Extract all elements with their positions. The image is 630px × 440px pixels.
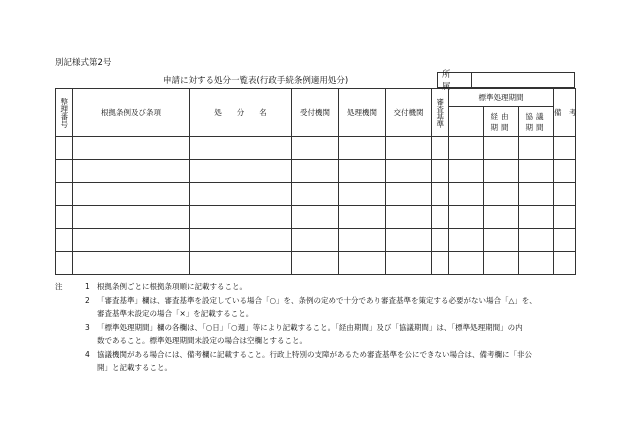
table-cell[interactable]: [386, 137, 432, 160]
table-cell[interactable]: [519, 183, 554, 206]
table-cell[interactable]: [519, 206, 554, 229]
note-continuation: 開」と記載すること。: [97, 363, 172, 372]
col-konkyo: 根拠条例及び条項: [73, 89, 190, 137]
table-cell[interactable]: [519, 252, 554, 275]
table-cell[interactable]: [56, 252, 73, 275]
table-cell[interactable]: [386, 183, 432, 206]
shozoku-label: 所 属: [438, 73, 472, 87]
table-row: [56, 252, 576, 275]
table-row: [56, 206, 576, 229]
table-cell[interactable]: [73, 206, 190, 229]
table-cell[interactable]: [449, 183, 484, 206]
table-cell[interactable]: [449, 229, 484, 252]
note-prefix: 注: [55, 282, 63, 291]
table-cell[interactable]: [339, 229, 386, 252]
table-cell[interactable]: [73, 183, 190, 206]
table-row: [56, 229, 576, 252]
note-text: 協議機関がある場合には、備考欄に記載すること。行政上特別の支障があるため審査基準を公にできない場合は、備考欄に「非公: [97, 349, 532, 359]
shozoku-value-field[interactable]: [472, 73, 574, 87]
col-shobun-mei: 処 分 名: [190, 89, 292, 137]
table-cell[interactable]: [386, 252, 432, 275]
table-cell[interactable]: [432, 206, 449, 229]
note-number: 1: [85, 282, 90, 291]
note-text: 「標準処理期間」欄の各欄は、「○日」「○週」等により記載すること。「経由期間」及び「協議期間」は、「標準処理期間」の内: [97, 322, 523, 332]
col-biko: 備 考: [554, 89, 576, 137]
note-item: [55, 348, 585, 362]
table-cell[interactable]: [484, 229, 519, 252]
notes-section: [55, 280, 585, 375]
table-cell[interactable]: [73, 137, 190, 160]
table-cell[interactable]: [449, 137, 484, 160]
form-number: 別記様式第2号: [55, 58, 112, 68]
table-cell[interactable]: [190, 206, 292, 229]
table-cell[interactable]: [449, 160, 484, 183]
table-cell[interactable]: [484, 160, 519, 183]
table-cell[interactable]: [56, 183, 73, 206]
keiyu-line-2: 期間: [490, 122, 512, 132]
table-cell[interactable]: [190, 183, 292, 206]
col-hyojun-kikan: 標準処理期間: [449, 89, 554, 107]
disposition-table: [55, 88, 576, 275]
col-uketsuke: 受付機関: [292, 89, 339, 137]
table-cell[interactable]: [339, 206, 386, 229]
note-item: [55, 321, 585, 335]
table-cell[interactable]: [292, 183, 339, 206]
table-cell[interactable]: [554, 160, 576, 183]
hyojun-blank-cell: [449, 107, 484, 137]
table-cell[interactable]: [190, 229, 292, 252]
table-cell[interactable]: [519, 160, 554, 183]
table-cell[interactable]: [56, 137, 73, 160]
table-cell[interactable]: [554, 137, 576, 160]
table-cell[interactable]: [554, 206, 576, 229]
note-continuation: 審査基準未設定の場合「×」を記載すること。: [97, 309, 254, 318]
table-cell[interactable]: [292, 229, 339, 252]
col-keiyu-kikan: [484, 107, 519, 137]
shinsa-kijun-header: 審査基準: [435, 97, 445, 128]
table-cell[interactable]: [484, 252, 519, 275]
table-cell[interactable]: [292, 137, 339, 160]
table-cell[interactable]: [292, 252, 339, 275]
note-indent: [55, 348, 85, 362]
table-cell[interactable]: [432, 137, 449, 160]
table-cell[interactable]: [449, 206, 484, 229]
table-cell[interactable]: [292, 206, 339, 229]
table-cell[interactable]: [190, 252, 292, 275]
note-text: 根拠条例ごとに根拠条項順に記載すること。: [97, 282, 247, 291]
table-cell[interactable]: [484, 206, 519, 229]
table-cell[interactable]: [432, 160, 449, 183]
table-cell[interactable]: [190, 160, 292, 183]
table-cell[interactable]: [292, 160, 339, 183]
table-cell[interactable]: [386, 229, 432, 252]
table-cell[interactable]: [554, 183, 576, 206]
table-cell[interactable]: [73, 252, 190, 275]
note-number: 2: [85, 295, 90, 305]
table-cell[interactable]: [339, 183, 386, 206]
table-cell[interactable]: [432, 252, 449, 275]
note-item: [55, 294, 585, 308]
keiyu-line-1: 経由: [490, 111, 512, 121]
note-continuation: 数であること。標準処理期間未設定の場合は空欄とすること。: [97, 336, 307, 345]
table-cell[interactable]: [190, 137, 292, 160]
table-cell[interactable]: [339, 252, 386, 275]
table-cell[interactable]: [484, 137, 519, 160]
table-cell[interactable]: [554, 252, 576, 275]
table-cell[interactable]: [484, 183, 519, 206]
table-cell[interactable]: [449, 252, 484, 275]
col-seiri-bango: [56, 89, 73, 137]
table-cell[interactable]: [386, 160, 432, 183]
note-indent: [55, 321, 85, 335]
kyogi-line-1: 協議: [525, 111, 547, 121]
table-cell[interactable]: [73, 229, 190, 252]
note-text: 「審査基準」欄は、審査基準を設定している場合「○」を、条例の定めで十分であり審査基準を策定する必要がない場合「△」を、: [97, 295, 537, 305]
col-shinsa-kijun: [432, 89, 449, 137]
table-cell[interactable]: [339, 160, 386, 183]
note-item: [55, 280, 585, 294]
table-row: [56, 160, 576, 183]
table-cell[interactable]: [386, 206, 432, 229]
table-cell[interactable]: [339, 137, 386, 160]
table-row: [56, 183, 576, 206]
col-shori: 処理機関: [339, 89, 386, 137]
table-cell[interactable]: [519, 229, 554, 252]
table-cell[interactable]: [554, 229, 576, 252]
table-cell[interactable]: [432, 183, 449, 206]
table-cell[interactable]: [432, 229, 449, 252]
kyogi-line-2: 期間: [525, 122, 547, 132]
table-row: [56, 137, 576, 160]
shozoku-box: [437, 70, 575, 92]
note-indent: [55, 294, 85, 308]
note-number: 4: [85, 349, 90, 359]
table-cell[interactable]: [519, 137, 554, 160]
col-kyogi-kikan: [519, 107, 554, 137]
table-cell[interactable]: [56, 160, 73, 183]
col-kofu: 交付機関: [386, 89, 432, 137]
table-cell[interactable]: [73, 160, 190, 183]
table-cell[interactable]: [56, 229, 73, 252]
seiri-bango-header: 整理番号: [59, 97, 69, 128]
note-number: 3: [85, 322, 90, 332]
document-title: 申請に対する処分一覧表(行政手続条例適用処分): [163, 76, 349, 86]
table-cell[interactable]: [56, 206, 73, 229]
